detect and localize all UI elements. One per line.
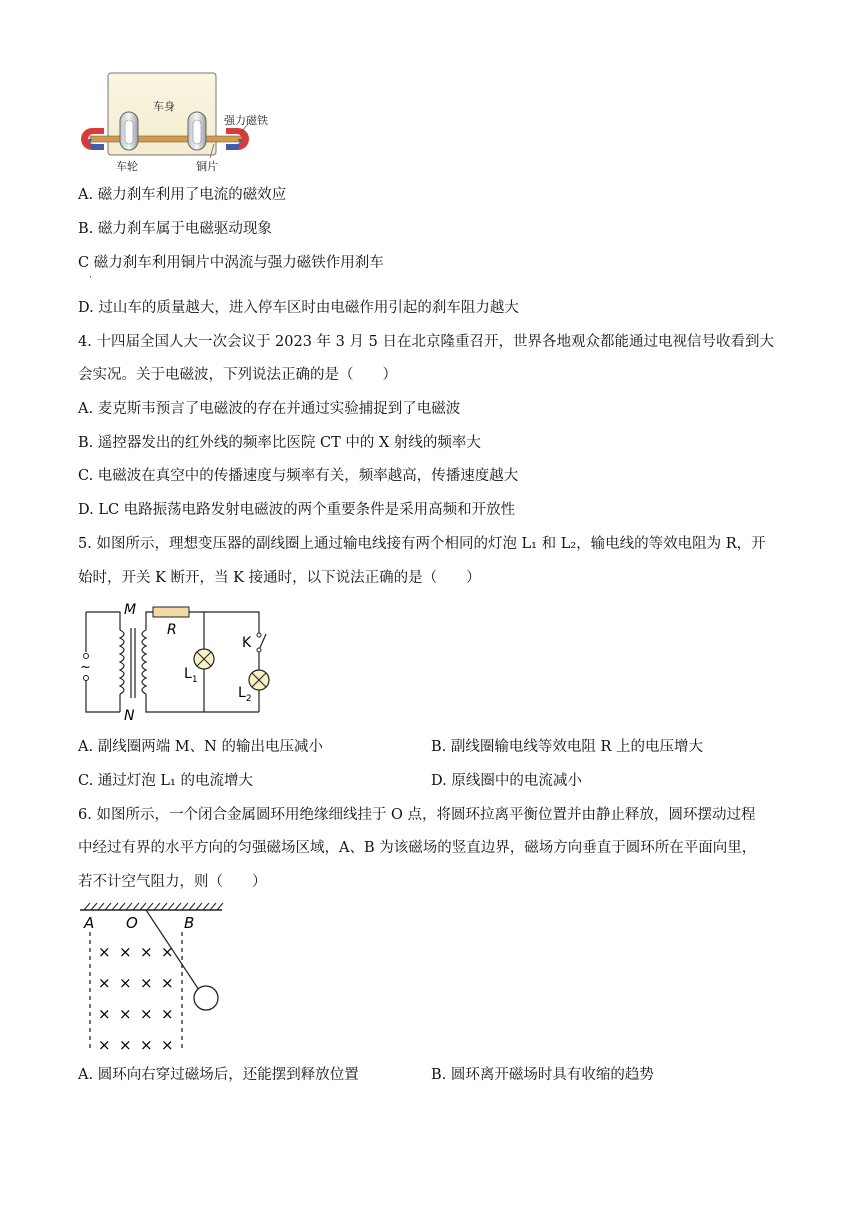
field-cross-mark: ×	[161, 1036, 174, 1054]
q3-option-b: B. 磁力刹车属于电磁驱动现象	[78, 221, 272, 237]
label-n: N	[124, 708, 135, 724]
ceiling-hatch	[168, 903, 174, 910]
q5-option-d: D. 原线圈中的电流减小	[431, 773, 582, 789]
label-r: R	[167, 622, 177, 638]
label-l2: $L_2$	[238, 685, 252, 704]
secondary-coil	[142, 630, 146, 694]
q3-option-c: C 磁力刹车利用铜片中涡流与强力磁铁作用刹车	[78, 255, 384, 271]
ceiling-hatch	[175, 903, 181, 910]
q6-stem-line2: 中经过有界的水平方向的匀强磁场区域，A、B 为该磁场的竖直边界，磁场方向垂直于圆环所在平面向里，	[78, 840, 757, 856]
primary-coil	[120, 630, 124, 694]
q5-stem-line2: 始时，开关 K 断开，当 K 接通时，以下说法正确的是（ ）	[78, 570, 481, 586]
field-cross-mark: ×	[140, 1036, 153, 1054]
q6-stem-line3: 若不计空气阻力，则（ ）	[78, 874, 267, 890]
field-cross-mark: ×	[98, 1036, 111, 1054]
ceiling-hatch	[140, 903, 146, 910]
q3-option-c-dot: ·	[89, 273, 92, 283]
magnet-label: 强力磁铁	[224, 114, 268, 127]
ceiling-hatch	[126, 903, 132, 910]
ceiling-hatch	[91, 903, 97, 910]
label-o: O	[126, 914, 138, 932]
magnetic-brake-figure	[76, 70, 286, 175]
ceiling-hatch	[182, 903, 188, 910]
copper-label: 铜片	[196, 160, 218, 173]
ceiling-hatch	[210, 903, 216, 910]
ceiling-hatch	[84, 903, 90, 910]
q4-option-a: A. 麦克斯韦预言了电磁波的存在并通过实验捕捉到了电磁波	[78, 401, 461, 417]
lamp-l2	[249, 670, 269, 690]
metal-ring	[194, 986, 218, 1010]
ac-symbol: ~	[80, 660, 91, 675]
label-a: A	[84, 914, 95, 932]
q3-option-d: D. 过山车的质量越大，进入停车区时由电磁作用引起的刹车阻力越大	[78, 300, 519, 316]
q6-option-a: A. 圆环向右穿过磁场后，还能摆到释放位置	[78, 1067, 359, 1083]
field-cross-mark: ×	[140, 974, 153, 992]
field-cross-mark: ×	[119, 943, 132, 961]
field-cross-mark: ×	[119, 1005, 132, 1023]
ceiling-hatch	[189, 903, 195, 910]
car-body-label: 车身	[153, 100, 175, 113]
q4-option-d: D. LC 电路振荡电路发射电磁波的两个重要条件是采用高频和开放性	[78, 502, 516, 518]
ceiling-hatch	[105, 903, 111, 910]
q6-option-b: B. 圆环离开磁场时具有收缩的趋势	[431, 1067, 654, 1083]
ceiling-hatch	[119, 903, 125, 910]
ceiling-hatch	[154, 903, 160, 910]
label-b: B	[184, 914, 195, 932]
field-cross-mark: ×	[119, 974, 132, 992]
q4-option-b: B. 遥控器发出的红外线的频率比医院 CT 中的 X 射线的频率大	[78, 435, 481, 451]
magnetic-field-marks	[98, 943, 174, 1054]
field-cross-mark: ×	[161, 974, 174, 992]
q6-stem-line1: 6. 如图所示，一个闭合金属圆环用绝缘细线挂于 O 点，将圆环拉离平衡位置并由静止释放，圆环摆动过程	[78, 807, 756, 823]
label-l1: $L_1$	[184, 666, 198, 685]
field-cross-mark: ×	[98, 1005, 111, 1023]
resistor-r	[153, 607, 189, 617]
q4-stem-line2: 会实况。关于电磁波，下列说法正确的是（ ）	[78, 367, 397, 383]
field-cross-mark: ×	[98, 974, 111, 992]
ceiling-hatch	[203, 903, 209, 910]
field-cross-mark: ×	[140, 1005, 153, 1023]
transformer-circuit-figure	[76, 602, 276, 724]
q5-option-c: C. 通过灯泡 L₁ 的电流增大	[78, 773, 253, 789]
q5-option-b: B. 副线圈输电线等效电阻 R 上的电压增大	[431, 739, 704, 755]
label-k: K	[242, 635, 252, 651]
ceiling-hatch	[112, 903, 118, 910]
ceiling-hatch	[161, 903, 167, 910]
q3-option-a: A. 磁力刹车利用了电流的磁效应	[78, 187, 287, 203]
ceiling-hatch	[217, 903, 223, 910]
pendulum-field-figure	[76, 900, 246, 1060]
field-cross-mark: ×	[140, 943, 153, 961]
wheel-label: 车轮	[116, 160, 138, 173]
field-cross-mark: ×	[98, 943, 111, 961]
field-cross-mark: ×	[119, 1036, 132, 1054]
ceiling-hatch	[98, 903, 104, 910]
ceiling-hatch	[196, 903, 202, 910]
label-m: M	[124, 602, 137, 618]
q4-option-c: C. 电磁波在真空中的传播速度与频率有关，频率越高，传播速度越大	[78, 468, 519, 484]
ceiling-hatch	[133, 903, 139, 910]
q5-option-a: A. 副线圈两端 M、N 的输出电压减小	[78, 739, 323, 755]
copper-strip	[90, 136, 242, 142]
q4-stem-line1: 4. 十四届全国人大一次会议于 2023 年 3 月 5 日在北京隆重召开，世界各地观众都能通过电视信号收看到大	[78, 334, 774, 350]
field-cross-mark: ×	[161, 943, 174, 961]
ceiling-hatch	[147, 903, 153, 910]
field-cross-mark: ×	[161, 1005, 174, 1023]
q5-stem-line1: 5. 如图所示，理想变压器的副线圈上通过输电线接有两个相同的灯泡 L₁ 和 L₂，输电线的等效电阻为 R，开	[78, 536, 766, 552]
lamp-l1	[194, 649, 214, 669]
